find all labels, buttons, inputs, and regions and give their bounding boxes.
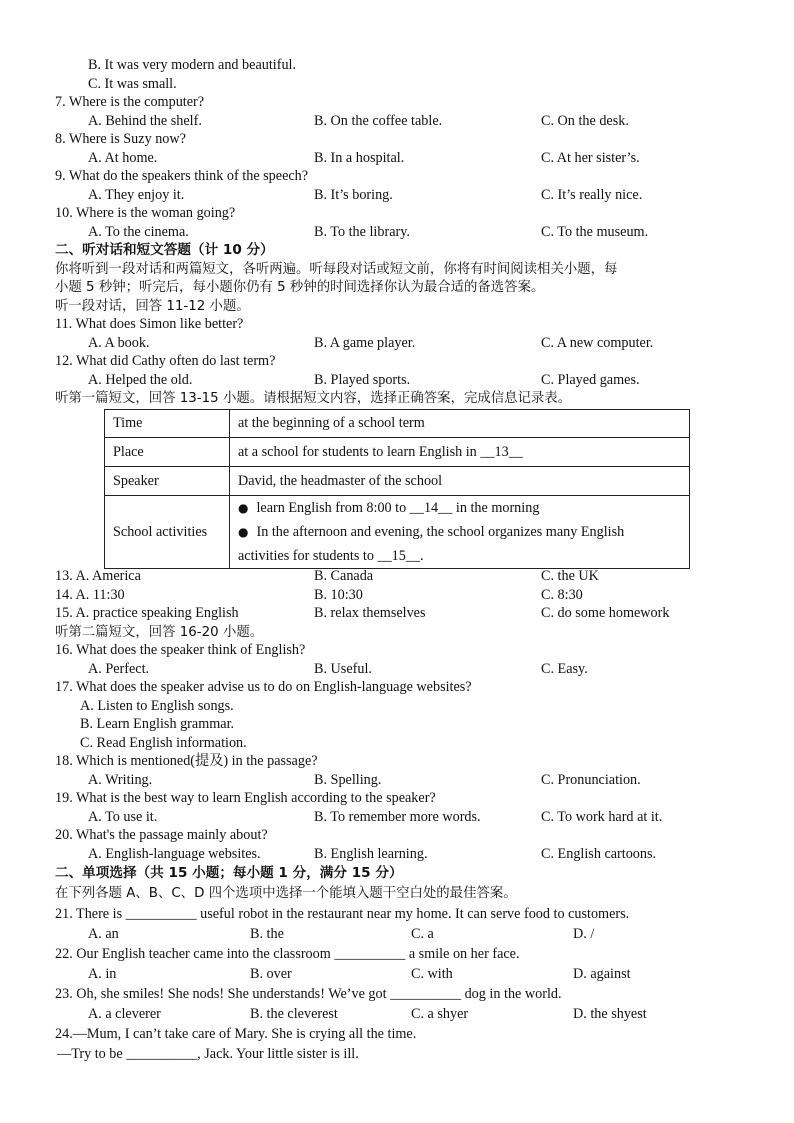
activities-label: School activities [105, 496, 230, 569]
q10-stem: 10. Where is the woman going? [55, 205, 236, 221]
q9-option-b: B. It’s boring. [314, 187, 393, 203]
instruction-3: 听一段对话，回答 11-12 小题。 [55, 299, 250, 314]
activity-item-3 [238, 544, 681, 568]
q9-option-a: A. They enjoy it. [88, 187, 185, 203]
q16-line [0, 641, 794, 660]
place-value: at a school for students to learn English in __13__ [230, 438, 690, 467]
q20-option-c: C. English cartoons. [541, 846, 657, 862]
q19-stem: 19. What is the best way to learn English according to the speaker? [55, 790, 436, 806]
q8-stem: 8. Where is Suzy now? [55, 131, 186, 147]
q13-option-a: 13. A. America [55, 568, 141, 584]
instruction-1: 你将听到一段对话和两篇短文，各听两遍。听每段对话或短文前，你将有时间阅读相关小题，每 [55, 262, 618, 277]
q10-line [0, 204, 794, 223]
table-row-activities [105, 496, 690, 569]
q22-option-c: C. with [411, 966, 453, 982]
q12-option-c: C. Played games. [541, 372, 640, 388]
q9-options [0, 186, 794, 205]
q24-line [0, 1025, 794, 1044]
q17-option-a-line [0, 697, 794, 716]
time-value: at the beginning of a school term [230, 410, 690, 438]
q13-options [0, 567, 794, 586]
q8-option-b: B. In a hospital. [314, 150, 405, 166]
q21-option-b: B. the [250, 926, 284, 942]
q22-option-b: B. over [250, 966, 292, 982]
bullet-icon: ● [238, 525, 249, 539]
q23-option-c: C. a shyer [411, 1006, 469, 1022]
instruction-line-2 [0, 278, 794, 297]
q14-option-b: B. 10:30 [314, 587, 363, 603]
activity-3-text: activities for students to __15__. [238, 548, 424, 564]
q8-options [0, 149, 794, 168]
q15-option-a: 15. A. practice speaking English [55, 605, 239, 621]
q7-options [0, 112, 794, 131]
q15-option-b: B. relax themselves [314, 605, 426, 621]
q10-option-b: B. To the library. [314, 224, 410, 240]
q8-line [0, 130, 794, 149]
bullet-icon: ● [238, 501, 249, 515]
q23-stem: 23. Oh, she smiles! She nods! She understands! We’ve got __________ dog in the world. [55, 986, 562, 1002]
q15-option-c: C. do some homework [541, 605, 670, 621]
q23-option-b: B. the cleverest [250, 1006, 338, 1022]
q20-option-b: B. English learning. [314, 846, 428, 862]
speaker-label: Speaker [105, 467, 230, 496]
q7-line [0, 93, 794, 112]
q8-option-c: C. At her sister’s. [541, 150, 640, 166]
q15-options [0, 604, 794, 623]
q6-option-c: C. It was small. [88, 76, 177, 92]
q21-line [0, 905, 794, 924]
speaker-value: David, the headmaster of the school [230, 467, 690, 496]
q22-line [0, 945, 794, 964]
q11-options [0, 334, 794, 353]
place-label: Place [105, 438, 230, 467]
time-label: Time [105, 410, 230, 438]
instruction-5: 听第二篇短文，回答 16-20 小题。 [55, 625, 264, 640]
q20-options [0, 845, 794, 864]
q17-option-c: C. Read English information. [80, 735, 247, 751]
instruction-2: 小题 5 秒钟；听完后，每小题你仍有 5 秒钟的时间选择你认为最合适的备选答案。 [55, 280, 545, 295]
q12-options [0, 371, 794, 390]
q8-option-a: A. At home. [88, 150, 158, 166]
q14-options [0, 586, 794, 605]
q12-stem: 12. What did Cathy often do last term? [55, 353, 276, 369]
section-2-heading: 二、听对话和短文答题（计 10 分） [55, 242, 274, 258]
activity-1-text: learn English from 8:00 to __14__ in the morning [256, 500, 540, 516]
q22-option-a: A. in [88, 966, 117, 982]
q24-stem: 24.—Mum, I can’t take care of Mary. She is crying all the time. [55, 1026, 417, 1042]
q22-stem: 22. Our English teacher came into the classroom __________ a smile on her face. [55, 946, 520, 962]
q16-option-c: C. Easy. [541, 661, 588, 677]
q11-option-b: B. A game player. [314, 335, 416, 351]
q10-option-a: A. To the cinema. [88, 224, 189, 240]
q6-option-b: B. It was very modern and beautiful. [88, 57, 297, 73]
q18-options [0, 771, 794, 790]
activity-item-2 [238, 520, 681, 544]
q16-options [0, 660, 794, 679]
q7-option-a: A. Behind the shelf. [88, 113, 202, 129]
q21-options [0, 925, 794, 944]
q18-line [0, 752, 794, 771]
table-row-speaker [105, 467, 690, 496]
q10-option-c: C. To the museum. [541, 224, 649, 240]
instruction-4: 听第一篇短文，回答 13-15 小题。请根据短文内容，选择正确答案，完成信息记录表。 [55, 391, 572, 406]
q24-response-line [0, 1045, 794, 1064]
q23-line [0, 985, 794, 1004]
q18-option-b: B. Spelling. [314, 772, 382, 788]
section-2-heading-line [0, 241, 794, 260]
q9-option-c: C. It’s really nice. [541, 187, 643, 203]
q17-option-b-line [0, 715, 794, 734]
q18-option-c: C. Pronunciation. [541, 772, 641, 788]
q19-option-c: C. To work hard at it. [541, 809, 663, 825]
activity-2-text: In the afternoon and evening, the school organizes many English [256, 524, 625, 540]
q7-option-b: B. On the coffee table. [314, 113, 443, 129]
activities-value [230, 496, 690, 569]
q13-option-c: C. the UK [541, 568, 599, 584]
instruction-6: 在下列各题 A、B、C、D 四个选项中选择一个能填入题干空白处的最佳答案。 [55, 886, 517, 901]
q12-option-a: A. Helped the old. [88, 372, 193, 388]
q19-options [0, 808, 794, 827]
q17-option-a: A. Listen to English songs. [80, 698, 234, 714]
q9-stem: 9. What do the speakers think of the speech? [55, 168, 309, 184]
q6-option-b-line [0, 56, 794, 75]
q11-stem: 11. What does Simon like better? [55, 316, 244, 332]
q11-option-a: A. A book. [88, 335, 150, 351]
q22-options [0, 965, 794, 984]
q17-option-c-line [0, 734, 794, 753]
q17-stem: 17. What does the speaker advise us to do on English-language websites? [55, 679, 472, 695]
q17-option-b: B. Learn English grammar. [80, 716, 235, 732]
instruction-line-4 [0, 389, 794, 408]
activity-item-1 [238, 496, 681, 520]
q19-option-b: B. To remember more words. [314, 809, 481, 825]
q11-line [0, 315, 794, 334]
table-row-time [105, 410, 690, 438]
table-row-place [105, 438, 690, 467]
q13-option-b: B. Canada [314, 568, 374, 584]
q20-option-a: A. English-language websites. [88, 846, 261, 862]
q12-line [0, 352, 794, 371]
info-record-table [104, 409, 690, 569]
q23-options [0, 1005, 794, 1024]
q14-option-c: C. 8:30 [541, 587, 583, 603]
q11-option-c: C. A new computer. [541, 335, 654, 351]
instruction-line-3 [0, 297, 794, 316]
section-3-heading-line [0, 864, 794, 883]
section-3-heading: 二、单项选择（共 15 小题；每小题 1 分，满分 15 分） [55, 865, 403, 881]
q21-option-d: D. / [573, 926, 595, 942]
q21-option-a: A. an [88, 926, 119, 942]
instruction-line-5 [0, 623, 794, 642]
q19-line [0, 789, 794, 808]
instruction-line-1 [0, 260, 794, 279]
instruction-line-6 [0, 884, 794, 903]
q16-stem: 16. What does the speaker think of English? [55, 642, 306, 658]
q23-option-d: D. the shyest [573, 1006, 647, 1022]
q21-option-c: C. a [411, 926, 434, 942]
q17-line [0, 678, 794, 697]
q19-option-a: A. To use it. [88, 809, 158, 825]
q16-option-b: B. Useful. [314, 661, 372, 677]
q7-option-c: C. On the desk. [541, 113, 629, 129]
q10-options [0, 223, 794, 242]
q24-response: —Try to be __________, Jack. Your little sister is ill. [57, 1046, 359, 1062]
q7-stem: 7. Where is the computer? [55, 94, 205, 110]
q16-option-a: A. Perfect. [88, 661, 150, 677]
q9-line [0, 167, 794, 186]
q23-option-a: A. a cleverer [88, 1006, 161, 1022]
q12-option-b: B. Played sports. [314, 372, 411, 388]
q6-option-c-line [0, 75, 794, 94]
q18-option-a: A. Writing. [88, 772, 153, 788]
q21-stem: 21. There is __________ useful robot in the restaurant near my home. It can serve food to customers. [55, 906, 630, 922]
q18-stem: 18. Which is mentioned(提及) in the passage? [55, 753, 318, 769]
q20-line [0, 826, 794, 845]
q14-option-a: 14. A. 11:30 [55, 587, 125, 603]
q22-option-d: D. against [573, 966, 631, 982]
q20-stem: 20. What's the passage mainly about? [55, 827, 268, 843]
